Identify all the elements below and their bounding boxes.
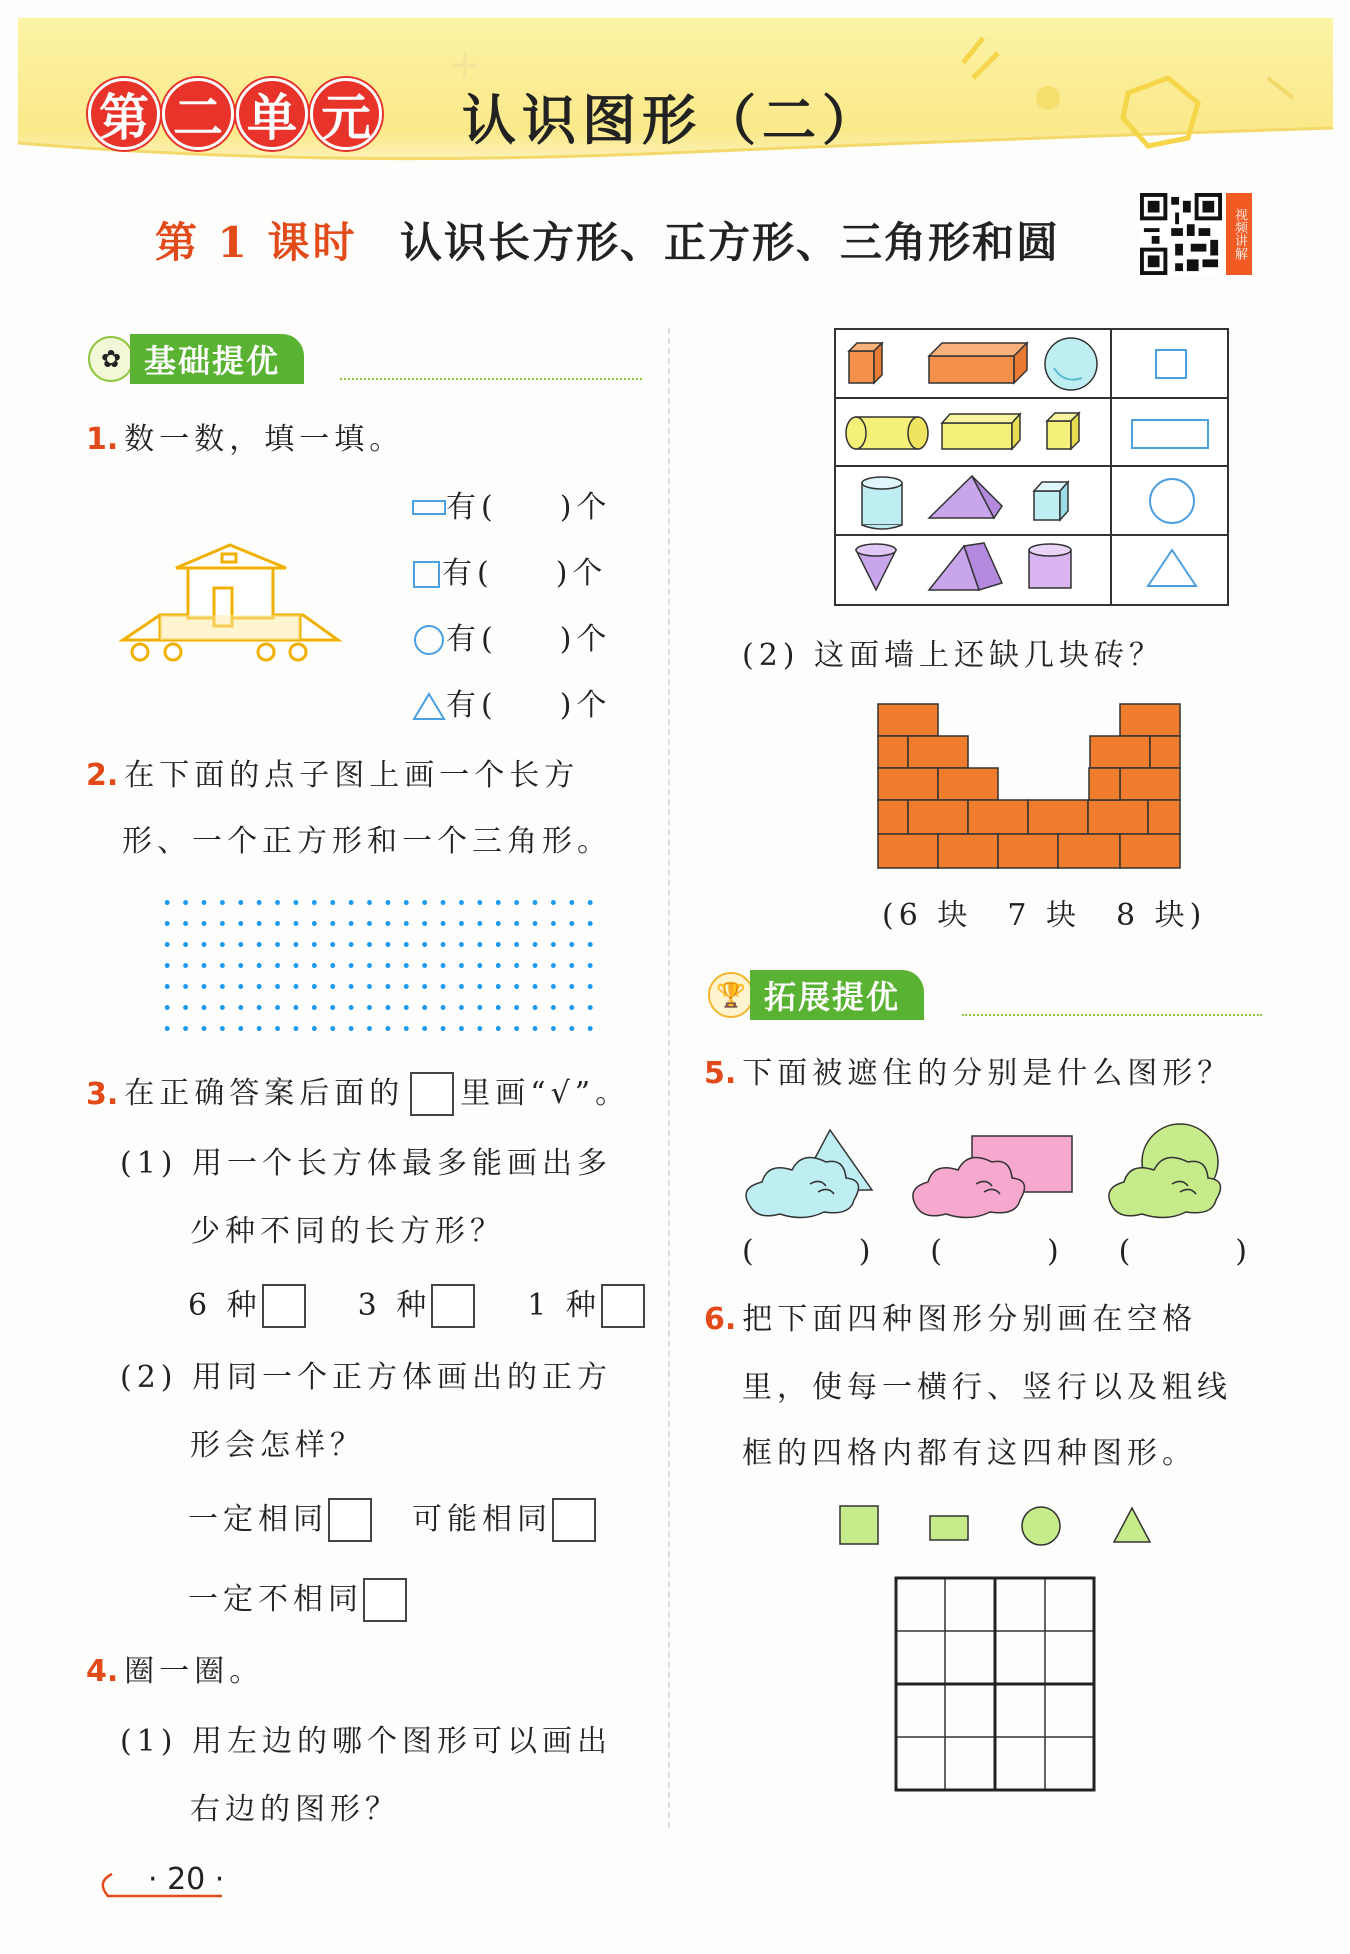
unit-char: 第 xyxy=(88,78,160,150)
rectangle-shape xyxy=(930,1516,968,1540)
orange-cube[interactable] xyxy=(849,343,882,383)
hidden-shapes-figure xyxy=(740,1118,1250,1228)
circle-icon xyxy=(412,624,446,656)
section-underline xyxy=(962,1014,1262,1016)
question-text: 在正确答案后面的 xyxy=(124,1076,405,1111)
trophy-icon: 🏆 xyxy=(708,972,754,1018)
yellow-cylinder[interactable] xyxy=(846,417,928,449)
hidden-circle xyxy=(1109,1124,1221,1218)
circle-shape xyxy=(1022,1507,1060,1545)
unit-title: 认识图形（二） xyxy=(462,89,882,152)
triangle-shape xyxy=(1114,1508,1150,1542)
count-suffix: )个 xyxy=(559,490,612,525)
blue-cylinder[interactable] xyxy=(862,477,902,529)
option-label: 3 种 xyxy=(357,1288,432,1323)
paren: ( xyxy=(742,1234,759,1269)
hidden-triangle xyxy=(746,1130,872,1218)
q3-sub2-options-a xyxy=(188,1498,596,1542)
option-label: 一定相同 xyxy=(188,1502,328,1537)
count-prefix: 有( xyxy=(446,490,498,525)
shape-vehicle-figure xyxy=(118,540,343,665)
question-6 xyxy=(704,1300,1197,1340)
q3-sub1 xyxy=(120,1144,612,1184)
rectangle-icon xyxy=(412,498,446,518)
unit-char: 元 xyxy=(310,78,382,150)
sun-flower-icon: ✿ xyxy=(88,336,134,382)
lesson-number: 第 1 课时 xyxy=(155,218,358,267)
sample-checkbox xyxy=(410,1072,454,1116)
question-3 xyxy=(86,1072,630,1116)
count-prefix: 有( xyxy=(446,688,498,723)
sub-text: 用同一个正方体画出的正方 xyxy=(192,1360,613,1395)
q4-sub1-line2: 右边的图形？ xyxy=(190,1792,400,1827)
paren: ( xyxy=(1118,1234,1136,1269)
question-6-line2: 里，使每一横行、竖行以及粗线 xyxy=(742,1370,1232,1405)
question-text: 下面被遮住的分别是什么图形？ xyxy=(742,1056,1233,1091)
hidden-rectangle xyxy=(913,1136,1072,1218)
q3-sub2 xyxy=(120,1358,612,1398)
triangle-icon xyxy=(412,691,446,721)
brick-wall xyxy=(876,702,1182,870)
q6-shape-legend xyxy=(836,1500,1156,1550)
option-checkbox[interactable] xyxy=(262,1284,306,1328)
q3-sub1-options xyxy=(188,1284,645,1328)
question-number: 2. xyxy=(86,758,119,793)
option-checkbox[interactable] xyxy=(552,1498,596,1542)
q3-sub2-options-b xyxy=(188,1578,407,1622)
q4-sub2-options[interactable]: (6 块 7 块 8 块) xyxy=(882,898,1207,933)
option-checkbox[interactable] xyxy=(363,1578,407,1622)
yellow-cube[interactable] xyxy=(1047,413,1079,449)
blue-cube[interactable] xyxy=(1034,482,1068,520)
yellow-cuboid[interactable] xyxy=(942,414,1020,449)
unit-badge xyxy=(88,78,382,154)
column-divider xyxy=(668,328,670,1828)
question-number: 1. xyxy=(86,422,119,457)
sub-text: 用一个长方体最多能画出多 xyxy=(192,1146,613,1181)
section-label: 基础提优 xyxy=(130,334,304,384)
q3-sub1-line2: 少种不同的长方形？ xyxy=(190,1214,505,1249)
section-extend xyxy=(708,972,924,1018)
question-number: 3. xyxy=(86,1076,119,1112)
section-label: 拓展提优 xyxy=(750,970,924,1020)
option-label: 可能相同 xyxy=(412,1502,552,1537)
blue-sphere[interactable] xyxy=(1045,338,1097,390)
sub-number: (1) xyxy=(120,1146,178,1181)
question-number: 5. xyxy=(704,1056,737,1091)
paren: ( xyxy=(930,1234,947,1269)
sub-number: (2) xyxy=(742,638,800,673)
count-suffix: )个 xyxy=(559,688,612,723)
page-number: · 20 · xyxy=(148,1862,225,1897)
question-2 xyxy=(86,756,579,796)
paren: ) xyxy=(858,1234,876,1269)
option-checkbox[interactable] xyxy=(328,1498,372,1542)
question-text: 数一数，填一填。 xyxy=(124,422,405,457)
orange-cuboid[interactable] xyxy=(929,343,1027,383)
svg-text:+: + xyxy=(448,42,482,88)
q4-sub2 xyxy=(742,636,1164,676)
paren: ) xyxy=(1047,1234,1064,1269)
unit-char: 二 xyxy=(162,78,234,150)
option-label: 一定不相同 xyxy=(188,1582,363,1617)
option-label: 6 种 xyxy=(188,1288,262,1323)
purple-cylinder[interactable] xyxy=(1029,544,1071,588)
section-underline xyxy=(340,378,642,380)
question-text: 在下面的点子图上画一个长方 xyxy=(124,758,580,793)
question-text: 圈一圈。 xyxy=(124,1654,265,1689)
lesson-title: 认识长方形、正方形、三角形和圆 xyxy=(400,218,1061,267)
q5-answer-blanks[interactable] xyxy=(742,1232,1252,1272)
question-6-line3: 框的四格内都有这四种图形。 xyxy=(742,1436,1197,1471)
question-1 xyxy=(86,420,404,460)
question-text: 里画“√”。 xyxy=(460,1076,631,1111)
question-number: 4. xyxy=(86,1654,119,1689)
question-text: 把下面四种图形分别画在空格 xyxy=(742,1302,1198,1337)
square-icon xyxy=(412,559,442,589)
section-basic xyxy=(88,336,304,382)
q3-sub2-line2: 形会怎样？ xyxy=(190,1428,365,1463)
sub-text: 这面墙上还缺几块砖？ xyxy=(814,638,1165,673)
unit-char: 单 xyxy=(236,78,308,150)
count-prefix: 有( xyxy=(442,556,494,591)
dot-grid[interactable] xyxy=(158,892,598,1040)
question-number: 6. xyxy=(704,1302,737,1337)
count-suffix: )个 xyxy=(559,622,612,657)
q1-row-triangle xyxy=(412,686,611,726)
question-4 xyxy=(86,1652,264,1692)
sub-number: (2) xyxy=(120,1360,178,1395)
q6-answer-grid[interactable] xyxy=(894,1576,1096,1792)
option-checkbox[interactable] xyxy=(431,1284,475,1328)
paren: ) xyxy=(1235,1234,1252,1269)
q1-row-rectangle xyxy=(412,488,611,528)
q1-row-circle xyxy=(412,620,611,660)
q1-row-square xyxy=(412,554,607,594)
sub-number: (1) xyxy=(120,1724,178,1759)
option-checkbox[interactable] xyxy=(601,1284,645,1328)
option-label: 1 种 xyxy=(527,1288,601,1323)
question-2-line2: 形、一个正方形和一个三角形。 xyxy=(122,824,612,859)
qr-label: 视频讲解 xyxy=(1226,193,1252,275)
count-prefix: 有( xyxy=(446,622,498,657)
qr-code-icon[interactable] xyxy=(1140,193,1222,275)
count-suffix: )个 xyxy=(555,556,608,591)
question-5 xyxy=(704,1054,1232,1094)
q4-sub1 xyxy=(120,1722,612,1762)
sub-text: 用左边的哪个图形可以画出 xyxy=(192,1724,613,1759)
square-shape xyxy=(840,1506,878,1544)
q4-shapes-table xyxy=(834,328,1229,606)
